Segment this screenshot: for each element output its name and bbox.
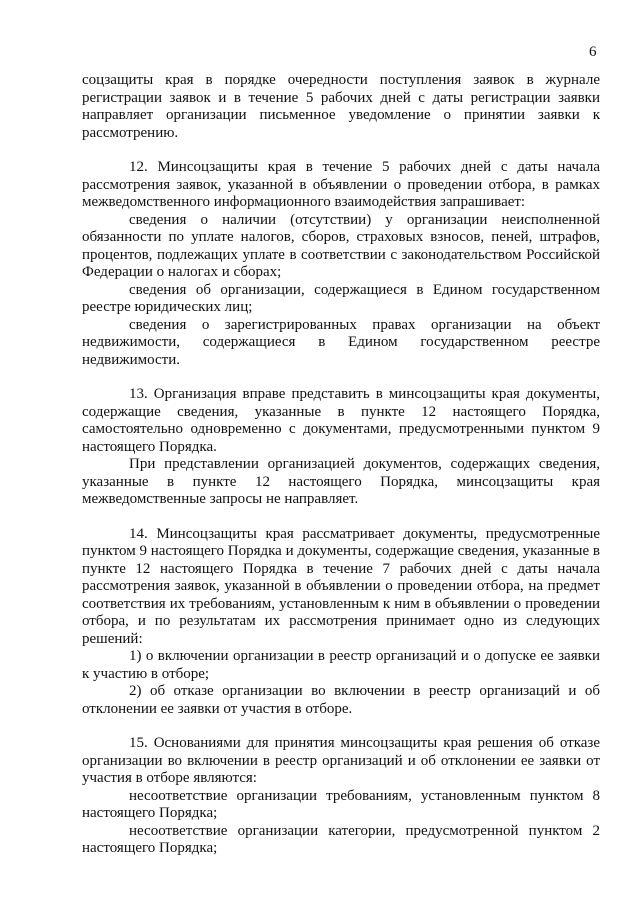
paragraph-decision-2: 2) об отказе организации во включении в реестр организаций и об отклонении ее заявки от участия в отборе. bbox=[82, 683, 600, 717]
document-body bbox=[82, 72, 600, 858]
paragraph-ground-2: несоответствие организации категории, предусмотренной пунктом 2 настоящего Порядка; bbox=[82, 822, 600, 856]
paragraph-item-13-note: При представлении организацией документов, содержащих сведения, указанные в пункте 12 настоящего Порядка, минсоцзащиты края межведомственные запросы не направляет. bbox=[82, 456, 600, 507]
paragraph-item-14: 14. Минсоцзащиты края рассматривает документы, предусмотренные пунктом 9 настоящего Порядка и документы, содержащие сведения, указанные в пункте 12 настоящего Порядка в течение 7 рабочих дней с даты начала рассмотрения заявок, указанной в объявлении о проведении отбора, на предмет соответствия их требованиям, установленным к ним в объявлении о проведении отбора, и по результатам их рассмотрения принимает одно из следующих решений: bbox=[82, 525, 600, 647]
paragraph-item-12: 12. Минсоцзащиты края в течение 5 рабочих дней с даты начала рассмотрения заявок, указанной в объявлении о проведении отбора, в рамках межведомственного информационного взаимодействия запрашивает: bbox=[82, 159, 600, 210]
paragraph-item-15: 15. Основаниями для принятия минсоцзащиты края решения об отказе организации во включении в реестр организаций и об отклонении ее заявки от участия в отборе являются: bbox=[82, 735, 600, 786]
paragraph-real-estate-register: сведения о зарегистрированных правах организации на объект недвижимости, содержащиеся в Едином государственном реестре недвижимости. bbox=[82, 316, 600, 368]
paragraph-legal-entity-register: сведения об организации, содержащиеся в Едином государственном реестре юридических лиц; bbox=[82, 281, 600, 315]
paragraph-continuation: соцзащиты края в порядке очередности поступления заявок в журнале регистрации заявок и в течение 5 рабочих дней с даты регистрации заявки направляет организации письменное уведомление о принятии заявки к рассмотрению. bbox=[82, 72, 600, 141]
page-number: 6 bbox=[589, 44, 597, 60]
paragraph-decision-1: 1) о включении организации в реестр организаций и о допуске ее заявки к участию в отборе; bbox=[82, 648, 600, 682]
paragraph-tax-debt-info: сведения о наличии (отсутствии) у организации неисполненной обязанности по уплате налогов, сборов, страховых взносов, пеней, штрафов, процентов, подлежащих уплате в соответствии с законодательством Российской Федерации о налогах и сборах; bbox=[82, 211, 600, 280]
paragraph-ground-1: несоответствие организации требованиям, установленным пунктом 8 настоящего Порядка; bbox=[82, 787, 600, 821]
paragraph-item-13: 13. Организация вправе представить в минсоцзащиты края документы, содержащие сведения, указанные в пункте 12 настоящего Порядка, самостоятельно одновременно с документами, предусмотренными пунктом 9 настоящего Порядка. bbox=[82, 386, 600, 455]
